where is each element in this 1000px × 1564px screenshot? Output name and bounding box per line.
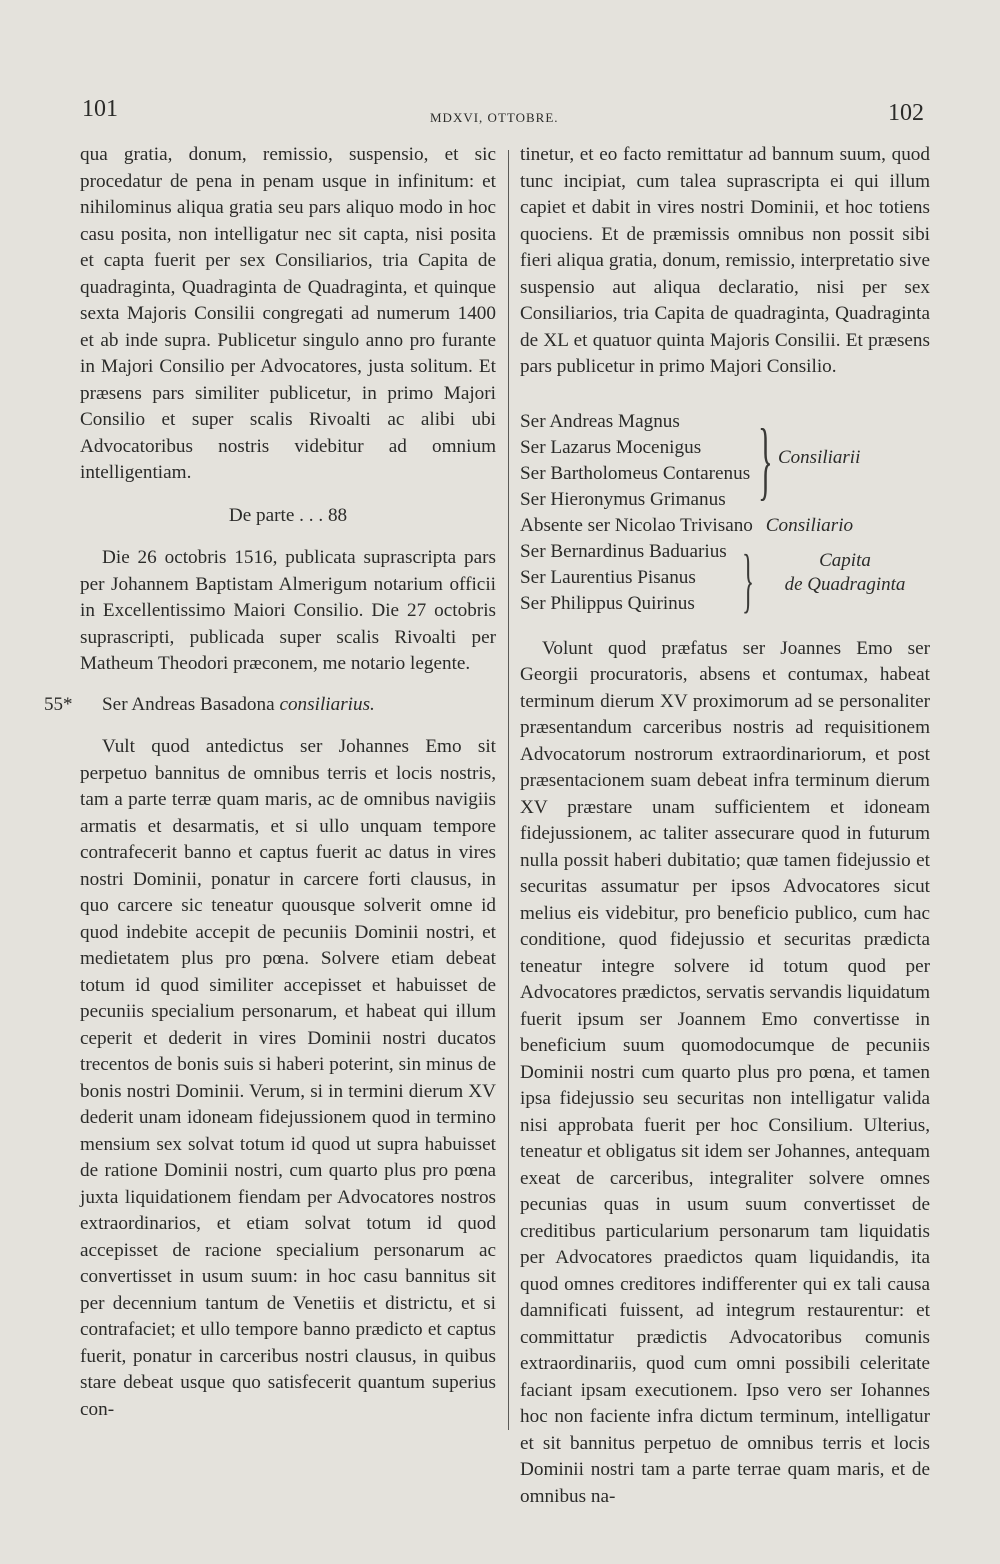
page-number-left: 101 bbox=[82, 96, 118, 122]
left-column bbox=[44, 142, 496, 1423]
absent-line: Absente ser Nicolao Trivisano bbox=[520, 514, 753, 536]
left-paragraph-3: Vult quod antedictus ser Johannes Emo sit perpetuo bannitus de omnibus terris et locis nostris, tam a parte terræ quam maris, ac de omnibus navigiis armatis et desarmatis, et si ullo unquam tempore contrafecerit banno et captus fuerit ac datus in vires nostri Dominii, ponatur in carcere forti clausus, in quo carcere sic teneatur quousque solverit omne id quod indebite accepit de pecuniis Dominii nostri, et medietatem plus pro pœna. Solvere etiam debeat totum id quod similiter accepisset et habuisset de pecuniis specialium personarum, et habeat qui illum ceperit et dederit in vires Dominii nostri ducatos trecentos de bonis suis si haberi poterint, sin minus de bonis nostri Dominii. Verum, si in termini dierum XV dederit unam idoneam fidejussionem quod in termino mensium sex solvat totum id quod ut supra habuisset de ratione Dominii nostri, cum quarto plus pro pœna juxta liquidationem fiendam per Advocatores nostros extraordinarios, et etiam solvat totum id quod accepisset de racione specialium personarum ac convertisset in usum suum: in hoc casu bannitus sit per decennium tantum de Venetiis et districtu, et si contrafaciet; et ullo tempore banno prædicto et captus fuerit, ponatur in carceribus nostri clausus, in quibus stare debeat usque quo satisfecerit quantum superius con- bbox=[80, 736, 496, 1420]
column-divider bbox=[508, 150, 509, 1430]
margin-number: 55* bbox=[44, 693, 73, 715]
capita-name: Ser Laurentius Pisanus bbox=[520, 566, 696, 588]
capita-label-line-2: de Quadraginta bbox=[784, 573, 906, 595]
page-number-right: 102 bbox=[888, 100, 924, 126]
absent-label: Consiliario bbox=[765, 514, 854, 536]
consiliarius-name: Ser Bartholomeus Contarenus bbox=[520, 462, 751, 484]
running-title: MDXVI, OTTOBRE. bbox=[430, 110, 559, 125]
consiliarii-group bbox=[520, 409, 930, 513]
page-header bbox=[0, 92, 1000, 132]
consiliarius-name: Ser Andreas Magnus bbox=[520, 410, 680, 432]
left-paragraph-2: Die 26 octobris 1516, publicata suprascripta pars per Johannem Baptistam Almerigum notarium officii in Excellentissimo Maiori Consilio. Die 27 octobris suprascripti, publicada super scalis Rivoalti per Matheum Theodori præconem, me notario legente. bbox=[80, 547, 496, 674]
capita-label bbox=[770, 549, 920, 597]
consiliarius-name: Ser Lazarus Mocenigus bbox=[520, 436, 702, 458]
capita-name: Ser Philippus Quirinus bbox=[520, 592, 695, 614]
capita-label-line-1: Capita bbox=[819, 549, 871, 571]
vote-tally: De parte . . . 88 bbox=[228, 504, 348, 526]
right-paragraph-1: tinetur, et eo facto remittatur ad bannum suum, quod tunc incipiat, cum talea suprascripta ei qui illum capiet et dabit in vires nostri Dominii, et hoc totiens quociens. Et de præmissis omnibus non possit sibi fieri aliqua gratia, donum, remissio, interpretatio sive suspensio aut aliqua declaratio, nisi per sex Consiliarios, tria Capita de quadraginta, Quadraginta de XL et quatuor quinta Majoris Consilii. Et præsens pars publicetur in primo Majori Consilio. bbox=[520, 144, 930, 377]
brace-consiliarii: } bbox=[758, 411, 773, 509]
motion-heading bbox=[44, 692, 496, 719]
left-paragraph-1: qua gratia, donum, remissio, suspensio, et sic procedatur de pena in penam usque in infinitum: et nihilominus aliqua gratia seu pars aliquo modo in hoc casu posita, non intelligatur nec sit capta, nisi posita et capta fuerit per sex Consiliarios, tria Capita de quadraginta, Quadraginta de Quadraginta, et quinque sexta Majoris Consilii congregati ad numerum 1400 et ab inde supra. Publicetur singulo anno pro furante in Majori Consilio per Advocatores, justa solitum. Et præsens pars similiter publicetur, in primo Majori Consilio et super scalis Rivoalti ac alibi ubi Advocatoribus nostris videbitur ad omnium intelligentiam. bbox=[80, 144, 496, 483]
consiliarii-label: Consiliarii bbox=[778, 446, 861, 468]
signatories-block bbox=[520, 409, 930, 624]
consiliarius-name: Ser Hieronymus Grimanus bbox=[520, 488, 726, 510]
heading-role: consiliarius. bbox=[279, 693, 375, 715]
capita-name: Ser Bernardinus Baduarius bbox=[520, 540, 727, 562]
right-paragraph-2: Volunt quod præfatus ser Joannes Emo ser Georgii procuratoris, absens et contumax, habeat terminum dierum XV proximorum ad se personaliter præsentandum carceribus nostris ad requisitionem Advocatorum nostrorum extraordinariorum, et post præsentacionem suam debeat infra terminum dierum XV præstare unam sufficientem et idoneam fidejussionem, ac taliter assecurare quod in futurum nulla possit haberi dubitatio; quæ tamen fidejussio et securitas assumatur per ipsos Advocatores sicut melius eis videbitur, pro beneficio publico, cum hac conditione, quod fidejussio et securitas prædicta teneatur integre solvere id totum quod per Advocatores prædictos, servatis servandis liquidatum fuerit ipsum ser Joannem Emo convertisse in beneficium suum quomodocumque de pecuniis Dominii nostri cum quarto plus pro pœna, et tamen ipsa fidejussio seu securitas non intelligatur valida nisi approbata fuerit per hoc Consilium. Ulterius, teneatur et obligatus sit idem ser Johannes, antequam exeat de carceribus, integraliter solvere omnes pecunias quas in usum suum convertisset de creditibus particularium personarum tam liquidatis per Advocatores praedictos quam liquidandis, ita quod omnes creditores indifferenter qui ex tali causa damnificati fuissent, ad integrum restaurentur: et committatur prædictis Advocatoribus comunis extraordinariis, quod cum omni possibili celeritate faciant ipsam executionem. Ipso vero ser Iohannes hoc non faciente infra dictum terminum, intelligatur et sit bannitus perpetuo de omnibus terris et locis Dominii nostri tam a parte terrae quam maris, et de omnibus na- bbox=[520, 637, 930, 1507]
heading-name: Ser Andreas Basadona bbox=[102, 693, 275, 715]
right-column bbox=[520, 142, 930, 1510]
absent-row bbox=[520, 513, 930, 539]
brace-capita: } bbox=[742, 539, 755, 620]
